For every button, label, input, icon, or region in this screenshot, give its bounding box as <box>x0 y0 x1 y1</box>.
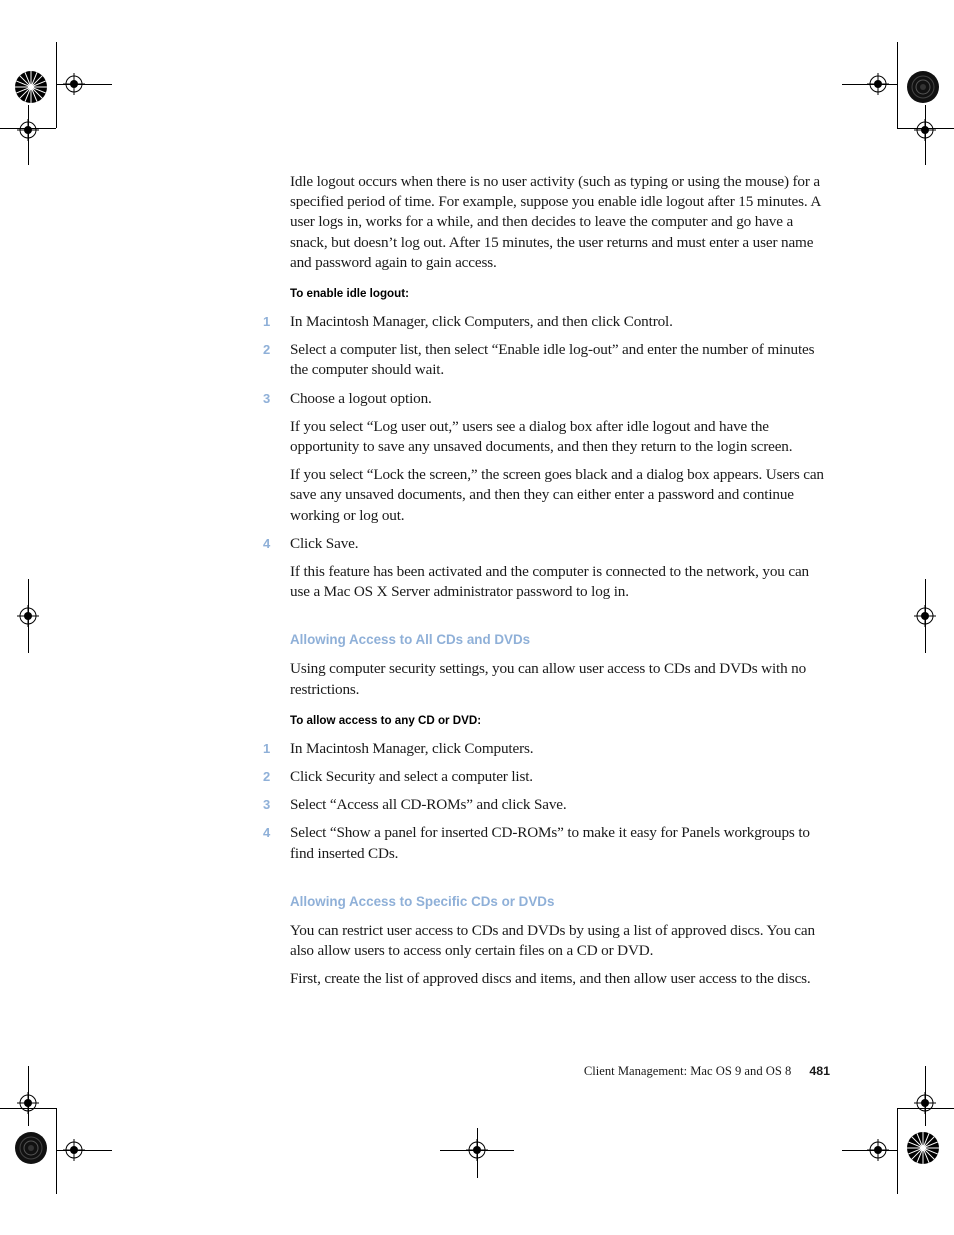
note-paragraph: If this feature has been activated and the computer is connected to the network, you can use a Mac OS X Server administrator password to log in. <box>290 563 810 601</box>
step-text: Choose a logout option. <box>290 389 432 407</box>
step <box>263 312 830 332</box>
step-number: 2 <box>263 342 271 358</box>
step <box>263 389 830 409</box>
step <box>263 823 830 863</box>
step-text: In Macintosh Manager, click Computers. <box>290 739 534 757</box>
section-heading-all-cds: Allowing Access to All CDs and DVDs <box>290 632 531 648</box>
step-number: 1 <box>263 314 271 330</box>
registration-target-icon <box>914 1092 936 1114</box>
note-paragraph: If you select “Log user out,” users see a dialog box after idle logout and have the opportunity to save any unsaved documents, and then they return to the login screen. <box>290 417 793 456</box>
registration-target-icon <box>17 119 39 141</box>
section-paragraph: Using computer security settings, you can allow user access to CDs and DVDs with no restrictions. <box>290 660 807 698</box>
step-text: In Macintosh Manager, click Computers, and then click Control. <box>290 313 673 331</box>
registration-target-icon <box>17 1092 39 1114</box>
registration-target-icon <box>914 605 936 627</box>
step-number: 4 <box>263 825 271 841</box>
registration-target-icon <box>63 1139 85 1161</box>
registration-target-icon <box>17 605 39 627</box>
page-footer <box>584 1064 830 1079</box>
task-heading-idle-logout: To enable idle logout: <box>290 287 409 301</box>
registration-target-icon <box>867 73 889 95</box>
step-number: 3 <box>263 390 271 406</box>
registration-target-icon <box>63 73 85 95</box>
section-heading-specific-cds: Allowing Access to Specific CDs or DVDs <box>290 893 555 909</box>
intro-paragraph: Idle logout occurs when there is no user activity (such as typing or using the mouse) for a specified period of time. For example, suppose you enable idle logout after 15 minutes. A user logs in, works for a while, and then decides to leave the computer and go have a snack, but doesn’t log out. After 15 minutes, the user returns and must enter a user name and password again to gain access. <box>290 173 821 271</box>
section-paragraph: First, create the list of approved discs and items, and then allow user access to the discs. <box>290 970 811 988</box>
grayscale-target-icon <box>14 1131 48 1165</box>
step-text: Click Security and select a computer list. <box>290 768 533 786</box>
step-number: 2 <box>263 769 271 785</box>
step-number: 1 <box>263 740 271 756</box>
page-content <box>263 172 830 997</box>
registration-target-icon <box>466 1139 488 1161</box>
starburst-target-icon <box>906 1131 940 1165</box>
step <box>263 739 830 759</box>
registration-target-icon <box>867 1139 889 1161</box>
page-number: 481 <box>809 1064 830 1078</box>
note-paragraph: If you select “Lock the screen,” the screen goes black and a dialog box appears. Users can save any unsaved documents, and then they can either enter a password and continue working or log out. <box>290 466 824 524</box>
step <box>263 534 830 554</box>
section-paragraph: You can restrict user access to CDs and DVDs by using a list of approved discs. You can also allow users to access only certain files on a CD or DVD. <box>290 921 815 960</box>
step-text: Select “Show a panel for inserted CD-ROMs” to make it easy for Panels workgroups to find inserted CDs. <box>290 824 810 862</box>
step <box>263 340 830 380</box>
task-heading-any-cd: To allow access to any CD or DVD: <box>290 713 482 727</box>
step-text: Select “Access all CD-ROMs” and click Save. <box>290 796 567 814</box>
chapter-title: Client Management: Mac OS 9 and OS 8 <box>583 1064 792 1078</box>
starburst-target-icon <box>14 70 48 104</box>
step-number: 3 <box>263 797 271 813</box>
step <box>263 795 830 815</box>
step-number: 4 <box>263 535 271 551</box>
step-text: Select a computer list, then select “Enable idle log-out” and enter the number of minutes the computer should wait. <box>290 341 815 379</box>
grayscale-target-icon <box>906 70 940 104</box>
step-text: Click Save. <box>290 534 359 552</box>
step <box>263 767 830 787</box>
registration-target-icon <box>914 119 936 141</box>
